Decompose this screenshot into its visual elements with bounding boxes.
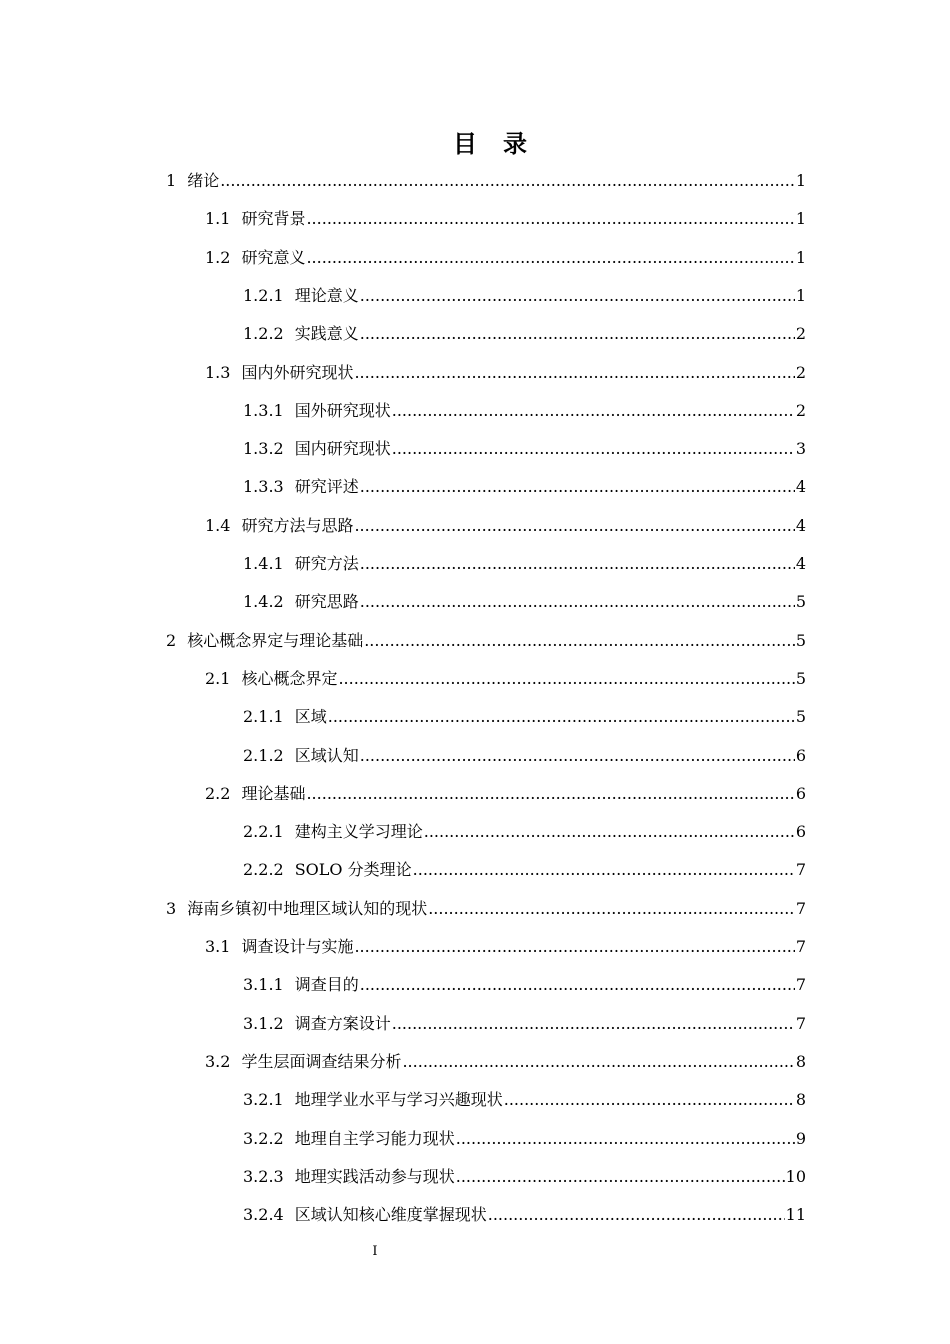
toc-entry-number: 1.2	[205, 247, 231, 267]
toc-entry-number: 1.2.1	[243, 285, 284, 305]
toc-entry[interactable]	[243, 851, 806, 889]
toc-entry-title: 实践意义	[294, 324, 359, 344]
toc-entry-title: 区域认知核心维度掌握现状	[294, 1205, 487, 1225]
toc-entry-title: 理论意义	[294, 285, 359, 305]
toc-title	[0, 124, 950, 159]
toc-entry-number: 2.1.2	[243, 745, 284, 765]
toc-entry-page: 5	[795, 592, 806, 612]
toc-entry[interactable]	[243, 1120, 806, 1158]
toc-entry-number: 1.3.3	[243, 477, 284, 497]
toc-entry[interactable]	[243, 468, 806, 506]
toc-entry-title: 研究评述	[294, 477, 359, 497]
toc-title-char-2: 录	[503, 130, 527, 158]
toc-entry-number: 2.2.2	[243, 860, 284, 880]
toc-entry-number: 3.2	[205, 1051, 231, 1071]
toc-title-char-1: 目	[453, 130, 477, 158]
toc-entry-page: 3	[795, 439, 806, 459]
toc-entry-number: 3.1	[205, 937, 231, 956]
toc-entry-page: 6	[795, 822, 806, 842]
toc-entry[interactable]	[205, 507, 806, 545]
toc-entry-number: 3.2.2	[243, 1128, 284, 1148]
toc-entry[interactable]	[243, 583, 806, 621]
toc-entry-page: 7	[795, 937, 806, 956]
page-number-footer: I	[372, 1244, 378, 1259]
toc-entry-title: 区域	[294, 707, 327, 727]
toc-entry[interactable]	[243, 545, 806, 583]
toc-entry-title: 绪论	[187, 171, 220, 190]
toc-entry[interactable]	[166, 890, 806, 928]
toc-entry-number: 1.4.2	[243, 592, 284, 612]
toc-dot-leader	[338, 669, 794, 689]
toc-entry-number: 3.2.1	[243, 1090, 284, 1110]
toc-entry[interactable]	[243, 392, 806, 430]
toc-entry-page: 5	[795, 707, 806, 727]
toc-entry[interactable]	[243, 737, 806, 775]
toc-dot-leader	[306, 248, 794, 268]
toc-entry-number: 2.2	[205, 783, 231, 803]
toc-dot-leader	[354, 516, 794, 536]
toc-entry-number: 1.3	[205, 362, 231, 382]
toc-entry-page: 9	[795, 1128, 806, 1148]
toc-entry-title: 核心概念界定与理论基础	[187, 630, 364, 650]
toc-entry-title: 研究思路	[294, 592, 359, 612]
toc-entry-number: 1.3.1	[243, 400, 284, 420]
toc-entry[interactable]	[243, 966, 806, 1004]
toc-dot-leader	[428, 899, 795, 919]
toc-entry-page: 8	[795, 1051, 806, 1071]
toc-entry-title: 研究背景	[241, 209, 306, 229]
toc-dot-leader	[360, 477, 795, 497]
toc-entry-number: 1.4.1	[243, 554, 284, 573]
toc-entry[interactable]	[205, 239, 806, 277]
toc-dot-leader	[306, 784, 794, 804]
toc-entry[interactable]	[205, 660, 806, 698]
toc-entry-page: 2	[795, 324, 806, 344]
toc-entry[interactable]	[205, 1043, 806, 1081]
toc-entry-title: 研究意义	[241, 247, 306, 267]
toc-entry-title: 国内外研究现状	[241, 362, 354, 382]
toc-entry-title: 建构主义学习理论	[294, 822, 423, 842]
toc-entry-title: 核心概念界定	[241, 668, 338, 688]
toc-entry[interactable]	[243, 698, 806, 736]
toc-dot-leader	[402, 1052, 794, 1072]
toc-entry-title: 海南乡镇初中地理区域认知的现状	[187, 898, 428, 918]
toc-entry[interactable]	[243, 315, 806, 353]
toc-entry-page: 1	[795, 247, 806, 267]
toc-entry-page: 7	[795, 860, 806, 880]
toc-dot-leader	[360, 592, 795, 612]
toc-entry-page: 2	[795, 400, 806, 420]
toc-dot-leader	[413, 860, 795, 880]
toc-entry-page: 8	[795, 1090, 806, 1110]
toc-dot-leader	[220, 171, 795, 191]
toc-dot-leader	[354, 363, 794, 383]
toc-entry-number: 2.1.1	[243, 707, 284, 727]
toc-entry-number: 1.1	[205, 209, 231, 229]
toc-entry-page: 6	[795, 783, 806, 803]
toc-entry[interactable]	[205, 354, 806, 392]
toc-entry-number: 3	[166, 898, 177, 918]
toc-entry-title: 地理学业水平与学习兴趣现状	[294, 1090, 503, 1110]
toc-entry-page: 10	[785, 1166, 806, 1186]
toc-entry[interactable]	[243, 1005, 806, 1043]
toc-entry[interactable]	[205, 775, 806, 813]
toc-entry-page: 5	[795, 630, 806, 650]
toc-dot-leader	[360, 975, 795, 995]
toc-entry-title: SOLO 分类理论	[294, 860, 412, 880]
toc-entry-page: 7	[795, 898, 806, 918]
toc-dot-leader	[456, 1129, 795, 1149]
toc-entry[interactable]	[243, 1158, 806, 1196]
toc-entry[interactable]	[205, 200, 806, 238]
toc-entry[interactable]	[205, 928, 806, 966]
toc-entry-page: 4	[795, 515, 806, 535]
toc-entry-title: 研究方法	[294, 554, 359, 573]
toc-entry-number: 1	[166, 171, 177, 190]
toc-dot-leader	[364, 631, 795, 651]
toc-entry-page: 7	[795, 1013, 806, 1033]
toc-entry-title: 地理自主学习能力现状	[294, 1128, 455, 1148]
toc-entry-page: 4	[795, 477, 806, 497]
toc-entry[interactable]	[166, 622, 806, 660]
toc-entry-page: 11	[785, 1205, 806, 1225]
toc-dot-leader	[392, 439, 795, 459]
toc-entry-page: 1	[795, 209, 806, 229]
toc-dot-leader	[306, 209, 794, 229]
toc-entry-number: 1.3.2	[243, 439, 284, 459]
toc-entry-page: 1	[795, 171, 806, 190]
toc-dot-leader	[360, 286, 795, 306]
toc-entry-title: 理论基础	[241, 783, 306, 803]
toc-entry-title: 学生层面调查结果分析	[241, 1051, 402, 1071]
toc-entry-page: 4	[795, 554, 806, 573]
toc-entry-number: 3.1.1	[243, 975, 284, 995]
toc-entry-page: 5	[795, 668, 806, 688]
toc-dot-leader	[456, 1167, 785, 1187]
toc-entry-number: 2.1	[205, 668, 231, 688]
toc-dot-leader	[354, 937, 794, 957]
toc-entry[interactable]	[243, 813, 806, 851]
toc-entry-title: 研究方法与思路	[241, 515, 354, 535]
toc-entry-number: 2.2.1	[243, 822, 284, 842]
toc-entry-number: 1.4	[205, 515, 231, 535]
toc-dot-leader	[392, 1014, 795, 1034]
toc-dot-leader	[392, 401, 795, 421]
toc-entry-number: 1.2.2	[243, 324, 284, 344]
toc-entry[interactable]	[166, 162, 806, 200]
toc-entry-title: 调查方案设计	[294, 1013, 391, 1033]
toc-entry-title: 调查目的	[294, 975, 359, 995]
toc-dot-leader	[328, 707, 795, 727]
toc-dot-leader	[360, 746, 795, 766]
toc-dot-leader	[424, 822, 795, 842]
toc-entry-number: 3.2.4	[243, 1205, 284, 1225]
toc-entry-page: 1	[795, 285, 806, 305]
toc-entry-title: 国外研究现状	[294, 400, 391, 420]
toc-entry-title: 区域认知	[294, 745, 359, 765]
toc-dot-leader	[360, 324, 795, 344]
toc-dot-leader	[504, 1090, 795, 1110]
toc-entry[interactable]	[243, 430, 806, 468]
toc-entry-number: 3.2.3	[243, 1166, 284, 1186]
toc-entry-page: 6	[795, 745, 806, 765]
toc-entry[interactable]	[243, 277, 806, 315]
toc-entry-number: 2	[166, 630, 177, 650]
toc-entry-title: 调查设计与实施	[241, 937, 354, 956]
toc-entry-title: 国内研究现状	[294, 439, 391, 459]
toc-dot-leader	[488, 1205, 785, 1225]
toc-entry-number: 3.1.2	[243, 1013, 284, 1033]
toc-entry-page: 2	[795, 362, 806, 382]
toc-entry-title: 地理实践活动参与现状	[294, 1166, 455, 1186]
toc-entry-page: 7	[795, 975, 806, 995]
toc-dot-leader	[360, 554, 795, 574]
toc-entry[interactable]	[243, 1081, 806, 1119]
toc-entry[interactable]	[243, 1196, 806, 1234]
